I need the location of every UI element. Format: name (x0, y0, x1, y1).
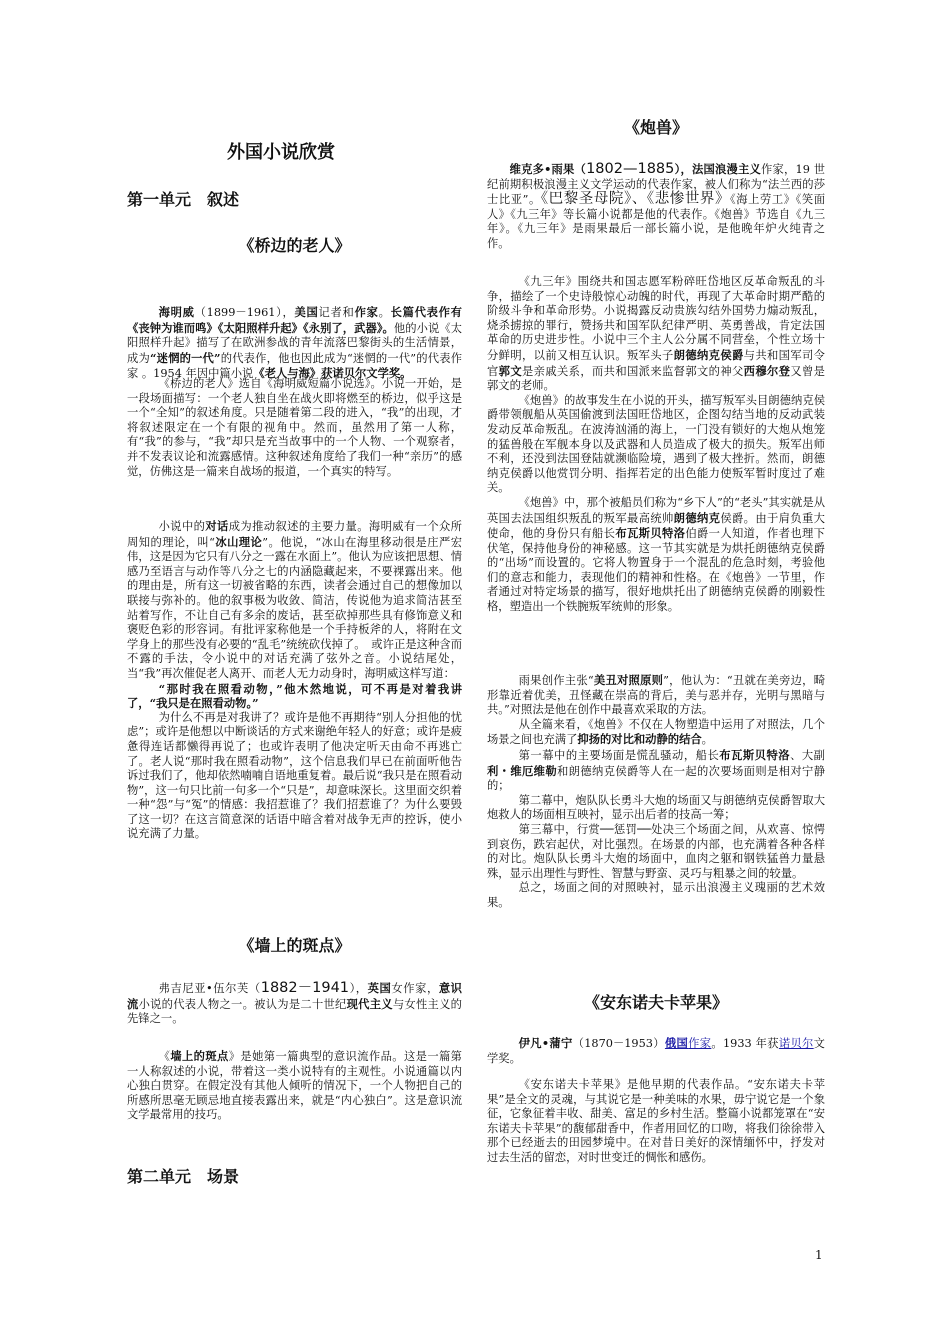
story-apple-title: 《安东诺夫卡苹果》 (583, 993, 728, 1012)
apple-author: 伊凡•蒲宁（1870－1953）俄国作家。1933 年获诺贝尔文学奖。 (487, 1036, 825, 1065)
bridge-dialogue: 小说中的对话成为推动叙述的主要力量。海明威有一个众所周知的理论，叫“冰山理论”。他说，“冰山在海里移动很是庄严宏伟，这是因为它只有八分之一露在水面上”。他认为应该把思想、情感乃至语言与动作等八分之七的内涵隐藏起来，不要裸露出来。他的理由是，所有这一切被省略的东西，读者会通过自己的想像加以联接与弥补的。他的叙事极为收敛、简洁，传说他为追求简洁甚至站着写作，不让自己有多余的废话，甚至砍掉那些具有修饰意义和褒贬色彩的形容词。有批评家称他是一个手持板斧的人，将附在文学身上的那些没有必要的“乱毛”统统砍伐掉了。 或许正是这种含而不露的手法，令小说中的对话充满了弦外之音。小说结尾处，当“我”再次催促老人离开、而老人无力动身时，海明威这样写道： “那时我在照看动物，”他木然地说，可不再是对着我讲了，“我只是在照看动物。” 为什么不再是对我讲了？或许是他不再期待“别人分担他的忧虑”；或许是他想以中断谈话的方式来谢绝年轻人的好意；或许是疲惫得连话都懒得再说了；也或许表明了他决定听天由命不再逃亡了。老人说“那时我在照看动物”，这个信息我们早已在前面听他告诉过我们了，他却依然喃喃自语地重复着。最后说“我只是在照看动物”，这一句只比前一句多一个“只是”，却意味深长。这里面交织着一种“怨”与“冤”的情感：我招惹谁了？我们招惹谁了？为什么要毁了这一切？在这言简意深的话语中暗含着对战争无声的控诉，使小说充满了力量。 (127, 519, 462, 841)
link-nobel[interactable]: 诺贝尔 (778, 1037, 814, 1050)
document-title: 外国小说欣赏 (227, 142, 335, 163)
story-cannon-title: 《炮兽》 (623, 118, 688, 137)
cannon-contrast: 雨果创作主张“美丑对照原则”，他认为：“丑就在美旁边，畸形靠近着优美，丑怪藏在崇高的背后，美与恶并存，光明与黑暗与共。”对照法是他在创作中最喜欢采取的方法。 从全篇来看，《炮兽》不仅在人物塑造中运用了对照法，几个场景之间也充满了抑扬的对比和动静的结合。 第一幕中的主要场面是慌乱骚动，船长布瓦斯贝特洛、大副利・维厄维勒和朗德纳克侯爵等人在一起的次要场面则是相对宁静的； 第二幕中，炮队队长勇斗大炮的场面又与朗德纳克侯爵智取大炮救人的场面相互映衬，显示出后者的技高一筹； 第三幕中，行赏──惩罚──处决三个场面之间，从欢喜、惊愕到哀伤，跌宕起伏，对比强烈。在场景的内部，也充满着各种各样的对比。炮队队长勇斗大炮的场面中，血肉之躯和钢铁猛兽力量悬殊，显示出理性与野性、智慧与野蛮、灵巧与粗暴之间的较量。 总之，场面之间的对照映衬，显示出浪漫主义瑰丽的艺术效果。 (487, 673, 825, 909)
unit2-heading: 第二单元 场景 (127, 1167, 240, 1186)
spot-author: 弗吉尼亚•伍尔芙（1882－1941），英国女作家，意识流小说的代表人物之一。被认为是二十世纪现代主义与女性主义的先锋之一。 (127, 980, 462, 1026)
story-spot-title: 《墙上的斑点》 (238, 936, 351, 955)
spot-analysis: 《墙上的斑点》是她第一篇典型的意识流作品。这是一篇第一人称叙述的小说，带着这一类小说特有的主观性。小说通篇以内心独白贯穿。在假定没有其他人倾听的情况下，一个人物把自己的所感所思毫无顾忌地直接表露出来，就是“内心独白”。这是意识流文学最常用的技巧。 (127, 1049, 462, 1122)
apple-analysis: 《安东诺夫卡苹果》是他早期的代表作品。“安东诺夫卡苹果”是全文的灵魂，与其说它是一种美味的水果，毋宁说它是一个象征，它象征着丰收、甜美、富足的乡村生活。整篇小说都笼罩在“安东诺夫卡苹果”的馥郁甜香中，作者用回忆的口吻，将我们徐徐带入那个已经逝去的田园梦境中。在对昔日美好的深情缅怀中，抒发对过去生活的留恋，对时世变迁的惆怅和感伤。 (487, 1078, 825, 1164)
cannon-author: 维克多•雨果（1802—1885），法国浪漫主义作家，19 世纪前期积极浪漫主义文学运动的代表作家，被人们称为“法兰西的莎士比亚”。《巴黎圣母院》、《悲惨世界》《海上劳工》《笑面人》《九三年》等长篇小说都是他的代表作。《炮兽》节选自《九三年》。《九三年》是雨果最后一部长篇小说，是他晚年炉火纯青之作。 (487, 161, 826, 250)
bridge-intro: 海明威（1899－1961），美国记者和作家。长篇代表作有《丧钟为谁而鸣》《太阳照样升起》《永别了，武器》。他的小说《太阳照样升起》描写了在欧洲参战的青年流落巴黎街头的生活情景，成为“迷惘的一代”的代表作，他也因此成为“迷惘的一代”的代表作家 。1954 年因中篇小说《老人与海》获诺贝尔文学奖。 (127, 305, 462, 381)
unit1-heading: 第一单元 叙述 (127, 190, 240, 209)
bridge-quote: “那时我在照看动物，”他木然地说，可不再是对着我讲了，“我只是在照看动物。” (127, 681, 462, 711)
cannon-background: 《九三年》围绕共和国志愿军粉碎旺岱地区反革命叛乱的斗争，描绘了一个史诗般惊心动魄的时代，再现了大革命时期严酷的阶级斗争和革命形势。小说揭露反动贵族勾结外国势力煽动叛乱，烧杀掳掠的罪行，赞扬共和国军队纪律严明、英勇善战，肯定法国革命的历史进步性。小说中三个主人公分属不同营垒，个性立场十分鲜明，以前又相互认识。叛军头子朗德纳克侯爵与共和国军司令官郭文是亲戚关系，而共和国派来监督郭文的神父西穆尔登又曾是郭文的老师。 《炮兽》的故事发生在小说的开头，描写叛军头目朗德纳克侯爵带领舰船从英国偷渡到法国旺岱地区，企图勾结当地的反动武装发动反革命叛乱。在波涛汹涌的海上，一门没有锁好的大炮从炮笼的猛兽般在军舰本身以及武器和人员造成了极大的损失。叛军出师不利，还没到法国登陆就濒临险境，遇到了极大挫折。然而，朗德纳克侯爵以他赏罚分明、指挥若定的出色能力使叛军暂时度过了难关。 《炮兽》中，那个被船员们称为“乡下人”的“老头”其实就是从英国去法国组织叛乱的叛军最高统帅朗德纳克侯爵。由于肩负重大使命，他的身份只有船长布瓦斯贝特洛伯爵一人知道，作者也理下伏笔，保持他身份的神秘感。这一节其实就是为烘托朗德纳克侯爵的“出场”而设置的。它将人物置身于一个混乱的危急时刻，考验他们的意志和能力，表现他们的精神和性格。在《炮兽》一节里，作者通过对特定场景的描写，很好地烘托出了朗德纳克侯爵的刚毅性格，塑造出一个铁腕叛军统帅的形象。 (487, 275, 825, 614)
page-number: 1 (815, 1248, 823, 1262)
link-writer[interactable]: 作家 (688, 1037, 712, 1050)
bridge-analysis: 《桥边的老人》选自《海明威短篇小说选》。小说一开始，是一段场面描写：一个老人独自坐在战火即将燃至的桥边，似乎这是一个“全知”的叙述角度。只是随着第二段的进入，“我”的出现，才将叙述限定在一个有限的视角中。然而，虽然用了第一人称，有“我”的参与，“我”却只是充当故事中的一个人物、一个观察者，并不发表议论和流露感情。这种叙述角度给了我们一种“亲历”的感觉，仿佛这是一篇来自战场的报道，一个真实的特写。 (127, 377, 462, 478)
story-bridge-title: 《桥边的老人》 (238, 236, 351, 255)
link-russia[interactable]: 俄国 (664, 1036, 689, 1050)
